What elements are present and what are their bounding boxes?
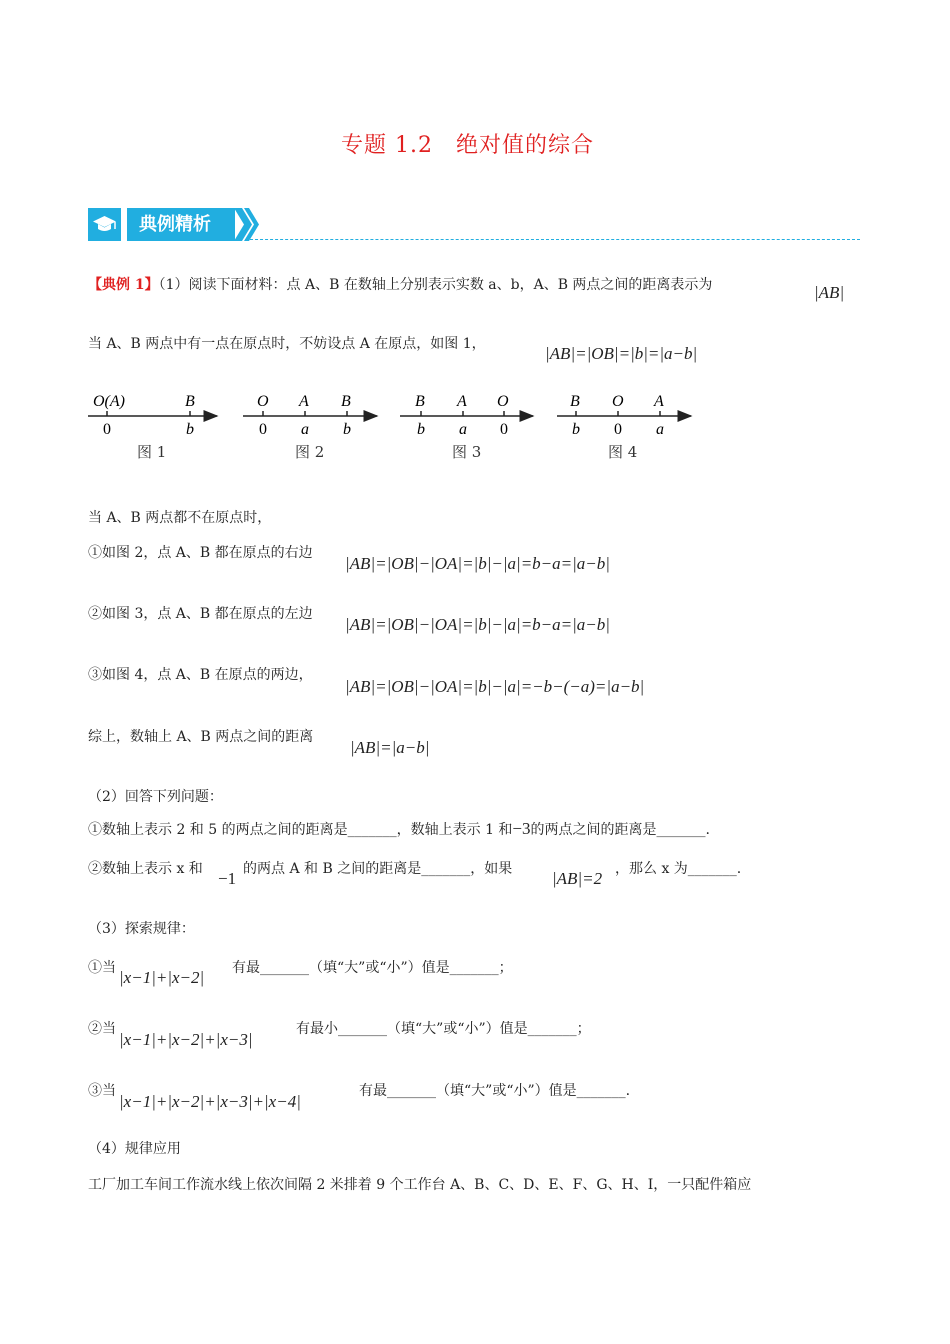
q2-2-line (88, 859, 203, 879)
q3-1-a: ①当 (88, 960, 116, 976)
fig3-bottom-1: a (459, 421, 467, 438)
q2-2-c: ，那么 x 为_______. (615, 861, 742, 877)
line2-formula: |AB|=|OB|=|b|=|a−b| (545, 344, 698, 363)
q3-1-formula: |x−1|+|x−2| (119, 968, 205, 987)
part4-title: （4）规律应用 (88, 1141, 181, 1157)
q3-1-b: 有最_______（填“大”或“小”）值是_______； (232, 960, 513, 976)
q2-2-num: −1 (218, 869, 237, 888)
q3-2-b: 有最小_______（填“大”或“小”）值是_______； (296, 1021, 591, 1037)
fig2-bottom-1: a (301, 421, 309, 438)
part3-title: （3）探索规律： (88, 921, 195, 937)
q3-2-formula: |x−1|+|x−2|+|x−3| (119, 1030, 253, 1049)
page-title: 专题 1.2 绝对值的综合 (341, 133, 594, 158)
fig4-caption: 图 4 (608, 443, 638, 461)
banner-label: 典例精析 (127, 208, 235, 241)
case3-formula: |AB|=|OB|−|OA|=|b|−|a|=−b−(−a)=|a−b| (345, 677, 645, 696)
fig4-top-1: O (612, 393, 624, 410)
case2-formula: |AB|=|OB|−|OA|=|b|−|a|=b−a=|a−b| (345, 615, 610, 634)
part4-text: 工厂加工车间工作流水线上依次间隔 2 米排着 9 个工作台 A、B、C、D、E、F、G、H、I，一只配件箱应 (88, 1177, 752, 1193)
fig1-bottom-1: b (186, 421, 194, 438)
banner-icon-box (88, 208, 121, 241)
q2-1-num: −3 (512, 819, 531, 838)
case1-formula: |AB|=|OB|−|OA|=|b|−|a|=b−a=|a−b| (345, 554, 610, 573)
fig2-bottom-0: 0 (259, 421, 267, 438)
fig3-caption: 图 3 (452, 443, 482, 461)
fig4-bottom-1: 0 (614, 421, 622, 438)
part1-intro-formula: |AB| (814, 283, 845, 302)
case2-text: ②如图 3，点 A、B 都在原点的左边 (88, 606, 313, 622)
fig2-caption: 图 2 (295, 443, 325, 461)
summary-formula: |AB|=|a−b| (350, 738, 430, 757)
q2-1-a: ①数轴上表示 2 和 5 的两点之间的距离是_______，数轴上表示 1 和 (88, 822, 513, 838)
q3-2-a: ②当 (88, 1021, 116, 1037)
summary-text: 综上，数轴上 A、B 两点之间的距离 (88, 729, 314, 745)
example-line-1 (88, 275, 712, 295)
banner-divider (245, 239, 860, 240)
fig2-bottom-2: b (343, 421, 351, 438)
fig4-bottom-2: a (656, 421, 664, 438)
q2-1-line (88, 819, 710, 840)
figure-3 (400, 393, 533, 461)
fig1-caption: 图 1 (137, 443, 167, 461)
q3-3-formula: |x−1|+|x−2|+|x−3|+|x−4| (119, 1092, 301, 1111)
q2-2-a: ②数轴上表示 x 和 (88, 861, 203, 877)
fig3-top-0: B (415, 393, 425, 410)
case1-text: ①如图 2，点 A、B 都在原点的右边 (88, 545, 313, 561)
fig2-top-2: B (341, 393, 351, 410)
case3-text: ③如图 4，点 A、B 在原点的两边， (88, 667, 313, 683)
fig4-bottom-0: b (572, 421, 580, 438)
q2-2-b: 的两点 A 和 B 之间的距离是_______，如果 (243, 861, 513, 877)
fig4-top-0: B (570, 393, 580, 410)
banner-chevron-icon (234, 208, 260, 241)
number-line-figures (85, 384, 705, 468)
example-tag: 【典例 1】 (88, 277, 159, 293)
figure-2 (243, 393, 377, 461)
q2-1-b: 的两点之间的距离是_______. (530, 822, 710, 838)
part1-intro: （1）阅读下面材料：点 A、B 在数轴上分别表示实数 a、b，A、B 两点之间的距离表示为 (158, 277, 713, 293)
fig3-bottom-2: 0 (500, 421, 508, 438)
fig3-bottom-0: b (417, 421, 425, 438)
figure-1 (88, 393, 217, 461)
fig3-top-2: O (497, 393, 509, 410)
figure-4 (557, 393, 691, 461)
part2-title: （2）回答下列问题： (88, 789, 223, 805)
fig2-top-1: A (299, 393, 309, 410)
fig3-top-1: A (457, 393, 467, 410)
case-intro: 当 A、B 两点都不在原点时， (88, 510, 272, 526)
fig4-top-2: A (654, 393, 664, 410)
fig1-top-0: O(A) (93, 393, 125, 410)
line2-text: 当 A、B 两点中有一点在原点时，不妨设点 A 在原点，如图 1， (88, 336, 486, 352)
q3-3-a: ③当 (88, 1083, 116, 1099)
graduation-cap-icon (88, 208, 121, 241)
q3-3-b: 有最_______（填“大”或“小”）值是_______. (359, 1083, 631, 1099)
fig1-top-1: B (185, 393, 195, 410)
q2-2-formula: |AB|=2 (552, 869, 603, 888)
fig1-bottom-0: 0 (103, 421, 111, 438)
fig2-top-0: O (257, 393, 269, 410)
